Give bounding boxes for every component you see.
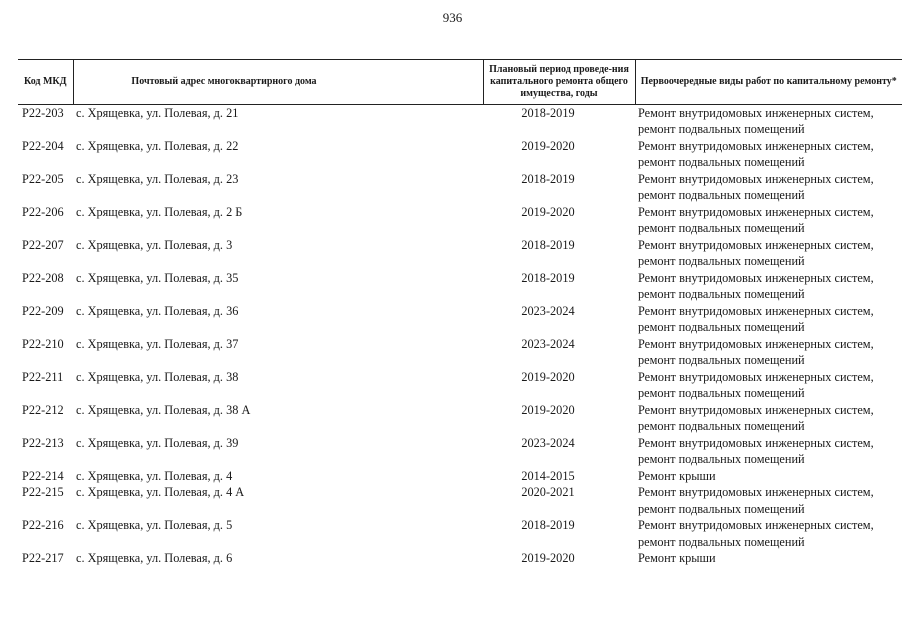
cell-code: Р22-207 <box>22 238 64 252</box>
table-row <box>18 550 902 566</box>
cell-period: 2018-2019 <box>521 172 575 186</box>
cell-code: Р22-212 <box>22 403 64 417</box>
table-row <box>18 237 902 270</box>
cell-code: Р22-210 <box>22 337 64 351</box>
cell-period: 2023-2024 <box>521 304 575 318</box>
table-row <box>18 138 902 171</box>
cell-period: 2019-2020 <box>521 370 575 384</box>
cell-works: Ремонт внутридомовых инженерных систем, ремонт подвальных помещений <box>638 205 874 236</box>
cell-address: с. Хрящевка, ул. Полевая, д. 22 <box>76 139 239 153</box>
cell-code: Р22-213 <box>22 436 64 450</box>
cell-period: 2019-2020 <box>521 551 575 566</box>
cell-works: Ремонт внутридомовых инженерных систем, ремонт подвальных помещений <box>638 370 874 401</box>
table-row <box>18 402 902 435</box>
cell-works: Ремонт крыши <box>638 469 716 483</box>
table-row <box>18 468 902 484</box>
table-row <box>18 171 902 204</box>
table-row <box>18 204 902 237</box>
capital-repair-table <box>18 59 902 567</box>
header-works: Первоочередные виды работ по капитальному ремонту* <box>635 60 902 105</box>
cell-address: с. Хрящевка, ул. Полевая, д. 36 <box>76 304 239 318</box>
cell-period: 2018-2019 <box>521 518 575 533</box>
cell-period: 2019-2020 <box>521 139 575 153</box>
table-body <box>18 105 902 567</box>
table-row <box>18 336 902 369</box>
cell-works: Ремонт внутридомовых инженерных систем, ремонт подвальных помещений <box>638 238 874 269</box>
cell-address: с. Хрящевка, ул. Полевая, д. 39 <box>76 436 239 450</box>
cell-works: Ремонт внутридомовых инженерных систем, ремонт подвальных помещений <box>638 403 874 434</box>
cell-address: с. Хрящевка, ул. Полевая, д. 21 <box>76 106 239 120</box>
page-number: 936 <box>442 10 463 25</box>
cell-address: с. Хрящевка, ул. Полевая, д. 4 <box>76 469 233 483</box>
table-row <box>18 517 902 550</box>
table-header <box>18 60 902 105</box>
table-row <box>18 484 902 517</box>
table-row <box>18 105 902 139</box>
cell-code: Р22-209 <box>22 304 64 318</box>
cell-works: Ремонт внутридомовых инженерных систем, ремонт подвальных помещений <box>638 172 874 203</box>
cell-address: с. Хрящевка, ул. Полевая, д. 37 <box>76 337 239 351</box>
cell-period: 2018-2019 <box>521 271 575 285</box>
cell-address: с. Хрящевка, ул. Полевая, д. 5 <box>76 518 233 533</box>
cell-code: Р22-215 <box>22 485 64 500</box>
cell-works: Ремонт внутридомовых инженерных систем, ремонт подвальных помещений <box>638 271 874 302</box>
cell-code: Р22-214 <box>22 469 64 483</box>
cell-works: Ремонт внутридомовых инженерных систем, ремонт подвальных помещений <box>638 436 874 467</box>
table-row <box>18 270 902 303</box>
cell-address: с. Хрящевка, ул. Полевая, д. 2 Б <box>76 205 243 219</box>
cell-period: 2018-2019 <box>521 106 575 120</box>
cell-period: 2014-2015 <box>521 469 575 483</box>
cell-works: Ремонт внутридомовых инженерных систем, ремонт подвальных помещений <box>638 485 874 516</box>
cell-code: Р22-204 <box>22 139 64 153</box>
cell-address: с. Хрящевка, ул. Полевая, д. 35 <box>76 271 239 285</box>
cell-works: Ремонт внутридомовых инженерных систем, ремонт подвальных помещений <box>638 139 874 170</box>
header-period: Плановый период проведе-ния капитального ремонта общего имущества, годы <box>483 60 635 105</box>
cell-code: Р22-217 <box>22 551 64 566</box>
cell-address: с. Хрящевка, ул. Полевая, д. 6 <box>76 551 233 566</box>
cell-works: Ремонт внутридомовых инженерных систем, ремонт подвальных помещений <box>638 106 874 137</box>
table-row <box>18 435 902 468</box>
header-address: Почтовый адрес многоквартирного дома <box>73 60 483 105</box>
cell-address: с. Хрящевка, ул. Полевая, д. 4 А <box>76 485 245 500</box>
cell-code: Р22-203 <box>22 106 64 120</box>
cell-code: Р22-208 <box>22 271 64 285</box>
cell-works: Ремонт внутридомовых инженерных систем, ремонт подвальных помещений <box>638 304 874 335</box>
cell-code: Р22-216 <box>22 518 64 533</box>
cell-period: 2019-2020 <box>521 205 575 219</box>
cell-works: Ремонт внутридомовых инженерных систем, ремонт подвальных помещений <box>638 518 874 549</box>
header-code: Код МКД <box>18 60 73 105</box>
table-row <box>18 303 902 336</box>
cell-code: Р22-211 <box>22 370 64 384</box>
table-row <box>18 369 902 402</box>
cell-period: 2019-2020 <box>521 403 575 417</box>
cell-address: с. Хрящевка, ул. Полевая, д. 38 <box>76 370 239 384</box>
cell-code: Р22-206 <box>22 205 64 219</box>
cell-period: 2023-2024 <box>521 436 575 450</box>
cell-code: Р22-205 <box>22 172 64 186</box>
cell-address: с. Хрящевка, ул. Полевая, д. 38 А <box>76 403 251 417</box>
cell-period: 2018-2019 <box>521 238 575 252</box>
cell-address: с. Хрящевка, ул. Полевая, д. 3 <box>76 238 233 252</box>
cell-works: Ремонт крыши <box>638 551 716 566</box>
cell-period: 2023-2024 <box>521 337 575 351</box>
cell-works: Ремонт внутридомовых инженерных систем, ремонт подвальных помещений <box>638 337 874 368</box>
cell-period: 2020-2021 <box>521 485 575 500</box>
cell-address: с. Хрящевка, ул. Полевая, д. 23 <box>76 172 239 186</box>
